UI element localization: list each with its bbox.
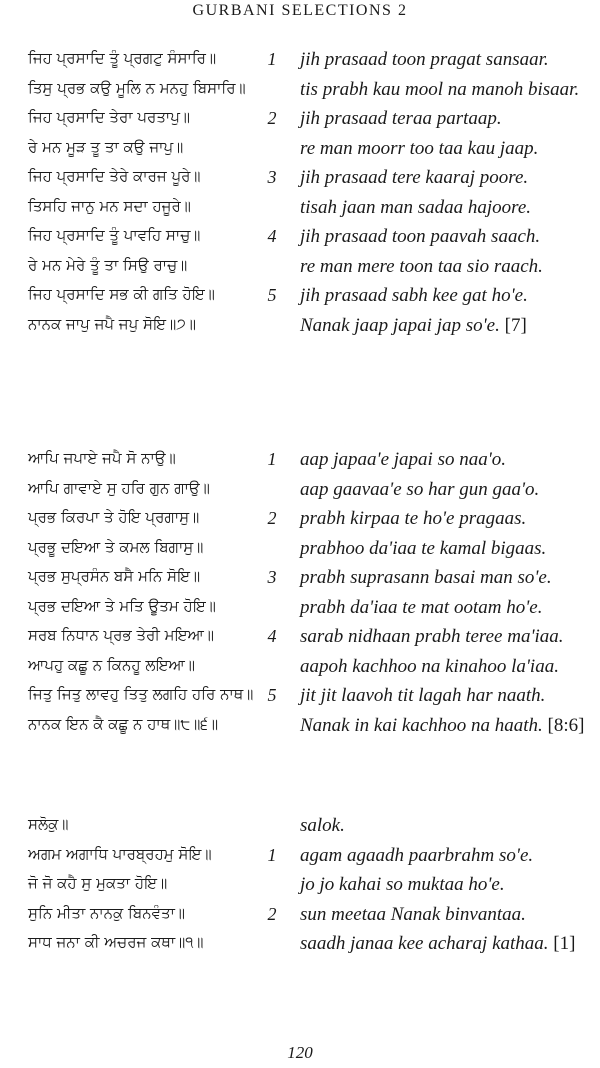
transliteration-words: aap japaa'e japai so naa'o.: [300, 449, 507, 470]
transliteration-words: sun meetaa Nanak binvantaa.: [300, 903, 526, 925]
gurmukhi-text: ਸੁਨਿ ਮੀਤਾ ਨਾਨਕੁ ਬਿਨਵੰਤਾ॥: [28, 903, 186, 922]
transliteration-words: Nanak in kai kachhoo na haath.: [300, 714, 543, 736]
transliteration-text: [300, 138, 538, 160]
transliteration-text: [300, 167, 528, 189]
transliteration-words: re man moorr too taa kau jaap.: [300, 137, 539, 159]
stanza-1: [0, 49, 600, 344]
verse-line: [0, 685, 600, 715]
transliteration-words: jih prasaad toon pragat sansaar.: [300, 49, 549, 70]
transliteration-words: aapoh kachhoo na kinahoo la'iaa.: [300, 655, 559, 677]
transliteration-text: [300, 108, 502, 130]
transliteration-words: aap gaavaa'e so har gun gaa'o.: [300, 478, 540, 500]
transliteration-text: [300, 685, 545, 707]
verse-reference: [1]: [553, 933, 576, 954]
transliteration-text: [300, 874, 505, 896]
line-number: 1: [267, 844, 277, 865]
transliteration-words: prabh da'iaa te mat ootam ho'e.: [300, 596, 543, 618]
verse-line: [0, 904, 600, 934]
transliteration-text: [300, 626, 564, 648]
gurmukhi-text: ਤਿਸੁ ਪ੍ਰਭ ਕਉ ਮੂਲਿ ਨ ਮਨਹੁ ਬਿਸਾਰਿ॥: [28, 78, 246, 97]
transliteration-text: [300, 815, 345, 837]
transliteration-words: tisah jaan man sadaa hajoore.: [300, 196, 531, 218]
transliteration-words: sarab nidhaan prabh teree ma'iaa.: [300, 626, 564, 647]
gurmukhi-text: ਜਿਹ ਪ੍ਰਸਾਦਿ ਸਭ ਕੀ ਗਤਿ ਹੋਇ॥: [28, 285, 215, 303]
transliteration-text: [300, 567, 552, 589]
verse-line: [0, 167, 600, 197]
gurmukhi-text: ਰੇ ਮਨ ਮੇਰੇ ਤੂੰ ਤਾ ਸਿਉ ਰਾਚੁ॥: [28, 255, 188, 274]
transliteration-text: [300, 656, 559, 678]
verse-line: [0, 479, 600, 509]
gurmukhi-text: ਰੇ ਮਨ ਮੂੜ ਤੂ ਤਾ ਕਉ ਜਾਪੁ॥: [28, 137, 184, 156]
transliteration-text: [300, 597, 542, 619]
transliteration-words: salok.: [300, 815, 345, 836]
verse-line: [0, 108, 600, 138]
transliteration-words: prabh kirpaa te ho'e pragaas.: [300, 508, 527, 529]
transliteration-text: [300, 79, 579, 101]
transliteration-words: agam agaadh paarbrahm so'e.: [300, 844, 534, 866]
transliteration-text: [300, 49, 549, 71]
transliteration-words: jit jit laavoh tit lagah har naath.: [300, 685, 546, 706]
verse-line: [0, 449, 600, 479]
gurmukhi-text: ਪ੍ਰਭ ਸੁਪ੍ਰਸੰਨ ਬਸੈ ਮਨਿ ਸੋਇ॥: [28, 567, 201, 585]
transliteration-words: jih prasaad teraa partaap.: [300, 108, 502, 129]
verse-reference: [8:6]: [547, 714, 585, 736]
verse-line: [0, 256, 600, 286]
verse-line: [0, 315, 600, 345]
line-number: 5: [267, 285, 277, 305]
gurmukhi-text: ਜਿਹ ਪ੍ਰਸਾਦਿ ਤੂੰ ਪਾਵਹਿ ਸਾਚੁ॥: [28, 226, 201, 244]
transliteration-text: [300, 933, 575, 955]
verse-reference: [7]: [504, 314, 527, 336]
transliteration-words: saadh janaa kee acharaj kathaa.: [300, 933, 549, 954]
line-number: 3: [267, 567, 277, 587]
transliteration-words: re man mere toon taa sio raach.: [300, 255, 543, 277]
gurmukhi-text: ਆਪਹੁ ਕਛੂ ਨ ਕਿਨਹੂ ਲਇਆ॥: [28, 655, 195, 674]
verse-line: [0, 538, 600, 568]
line-number: 2: [267, 508, 277, 528]
gurmukhi-text: ਜੋ ਜੋ ਕਹੈ ਸੁ ਮੁਕਤਾ ਹੋਇ॥: [28, 874, 168, 892]
verse-line: [0, 933, 600, 963]
transliteration-text: [300, 538, 546, 560]
transliteration-words: tis prabh kau mool na manoh bisaar.: [300, 78, 580, 100]
transliteration-text: [300, 449, 506, 471]
transliteration-text: [300, 508, 526, 530]
verse-line: [0, 567, 600, 597]
line-number: 2: [267, 108, 277, 128]
line-number: 3: [267, 167, 277, 187]
verse-line: [0, 626, 600, 656]
stanza-3: [0, 815, 600, 963]
gurmukhi-text: ਪ੍ਰਭੂ ਦਇਆ ਤੇ ਕਮਲ ਬਿਗਾਸੁ॥: [28, 537, 204, 556]
gurmukhi-text: ਜਿਹ ਪ੍ਰਸਾਦਿ ਤੇਰੇ ਕਾਰਜ ਪੂਰੇ॥: [28, 167, 201, 185]
transliteration-words: jih prasaad toon paavah saach.: [300, 226, 541, 247]
line-number: 5: [267, 685, 277, 705]
transliteration-text: [300, 845, 533, 867]
transliteration-words: jih prasaad tere kaaraj poore.: [300, 167, 529, 188]
transliteration-words: prabhoo da'iaa te kamal bigaas.: [300, 537, 547, 559]
gurmukhi-text: ਅਗਮ ਅਗਾਧਿ ਪਾਰਬ੍ਰਹਮੁ ਸੋਇ॥: [28, 844, 212, 863]
stanza-2: [0, 449, 600, 744]
gurmukhi-text: ਆਪਿ ਗਾਵਾਏ ਸੁ ਹਰਿ ਗੁਨ ਗਾਉ॥: [28, 478, 210, 497]
verse-line: [0, 49, 600, 79]
verse-line: [0, 874, 600, 904]
verse-line: [0, 79, 600, 109]
transliteration-words: jo jo kahai so muktaa ho'e.: [300, 874, 505, 895]
verse-line: [0, 845, 600, 875]
transliteration-text: [300, 285, 528, 307]
line-number: 4: [267, 226, 277, 246]
gurmukhi-text: ਸਰਬ ਨਿਧਾਨ ਪ੍ਰਭ ਤੇਰੀ ਮਇਆ॥: [28, 626, 214, 644]
transliteration-text: [300, 315, 527, 337]
gurmukhi-text: ਤਿਸਹਿ ਜਾਨੁ ਮਨ ਸਦਾ ਹਜੂਰੇ॥: [28, 196, 191, 215]
verse-line: [0, 197, 600, 227]
gurmukhi-text: ਪ੍ਰਭ ਦਇਆ ਤੇ ਮਤਿ ਊਤਮ ਹੋਇ॥: [28, 596, 216, 615]
gurmukhi-text: ਨਾਨਕ ਜਾਪੁ ਜਪੈ ਜਪੁ ਸੋਇ॥੭॥: [28, 314, 196, 333]
running-header: GURBANI SELECTIONS 2: [192, 2, 408, 19]
gurmukhi-text: ਆਪਿ ਜਪਾਏ ਜਪੈ ਸੋ ਨਾਉ॥: [28, 449, 176, 467]
gurmukhi-text: ਪ੍ਰਭ ਕਿਰਪਾ ਤੇ ਹੋਇ ਪ੍ਰਗਾਸੁ॥: [28, 508, 200, 526]
gurmukhi-text: ਨਾਨਕ ਇਨ ਕੈ ਕਛੂ ਨ ਹਾਥ॥੮॥੬॥: [28, 714, 219, 733]
verse-line: [0, 597, 600, 627]
verse-line: [0, 226, 600, 256]
line-number: 1: [267, 449, 277, 469]
transliteration-words: jih prasaad sabh kee gat ho'e.: [300, 285, 528, 306]
page-number: 120: [287, 1043, 313, 1062]
transliteration-text: [300, 197, 531, 219]
verse-line: [0, 656, 600, 686]
gurmukhi-text: ਸਾਧ ਜਨਾ ਕੀ ਅਚਰਜ ਕਥਾ॥੧॥: [28, 933, 204, 951]
verse-line: [0, 138, 600, 168]
gurmukhi-text: ਸਲੋਕੁ॥: [28, 815, 69, 833]
gurmukhi-text: ਜਿਤੁ ਜਿਤੁ ਲਾਵਹੁ ਤਿਤੁ ਲਗਹਿ ਹਰਿ ਨਾਥ॥: [28, 685, 254, 703]
verse-line: [0, 285, 600, 315]
line-number: 2: [267, 903, 277, 924]
transliteration-text: [300, 226, 540, 248]
transliteration-text: [300, 904, 526, 926]
line-number: 1: [267, 49, 277, 69]
transliteration-words: prabh suprasann basai man so'e.: [300, 567, 552, 588]
verse-line: [0, 715, 600, 745]
verse-line: [0, 508, 600, 538]
line-number: 4: [267, 626, 277, 646]
transliteration-text: [300, 715, 584, 737]
gurmukhi-text: ਜਿਹ ਪ੍ਰਸਾਦਿ ਤੇਰਾ ਪਰਤਾਪੁ॥: [28, 108, 190, 126]
transliteration-text: [300, 479, 539, 501]
verse-line: [0, 815, 600, 845]
gurmukhi-text: ਜਿਹ ਪ੍ਰਸਾਦਿ ਤੂੰ ਪ੍ਰਗਟੁ ਸੰਸਾਰਿ॥: [28, 49, 217, 67]
transliteration-text: [300, 256, 543, 278]
transliteration-words: Nanak jaap japai jap so'e.: [300, 314, 500, 336]
